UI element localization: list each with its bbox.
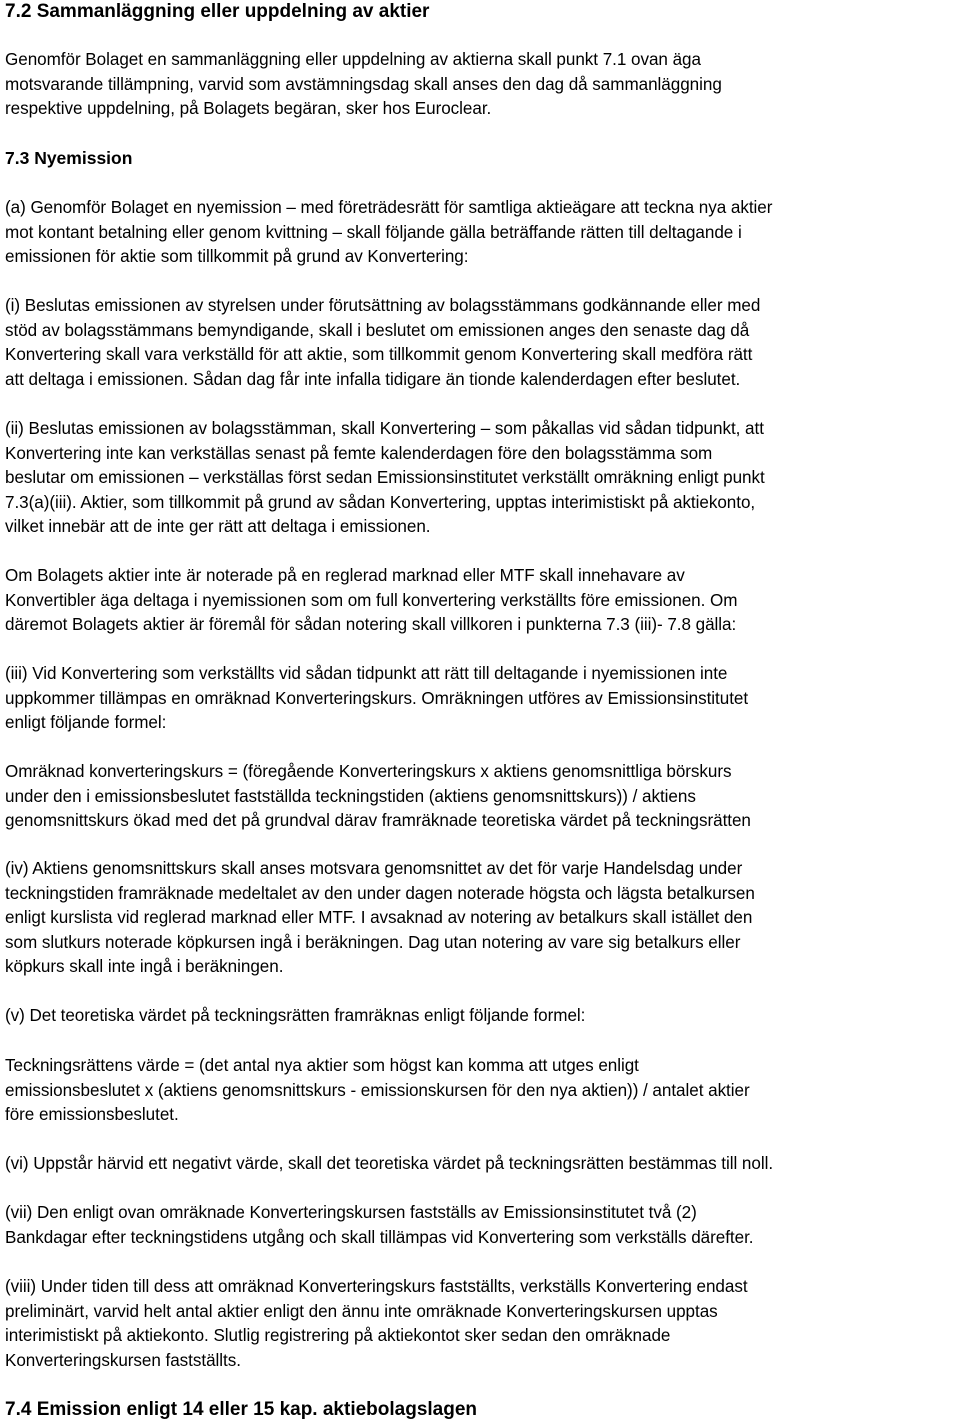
text-line: före emissionsbeslutet. — [5, 1105, 179, 1124]
section-7-4-heading: 7.4 Emission enligt 14 eller 15 kap. aktiebolagslagen — [5, 1399, 478, 1420]
text-line: motsvarande tillämpning, varvid som avstämningsdag skall anses den dag då sammanläggning — [5, 74, 722, 94]
text-line: teckningstiden framräknade medeltalet av den under dagen noterade högsta och lägsta betalkursen — [5, 883, 755, 903]
paragraph-mtf — [5, 564, 737, 638]
text-line: att deltaga i emissionen. Sådan dag får inte infalla tidigare än tionde kalenderdagen efter beslutet. — [5, 369, 741, 389]
formula-conversion-price — [5, 760, 751, 834]
text-line: under den i emissionsbeslutet fastställda teckningstiden (aktiens genomsnittskurs)) / aktiens — [5, 786, 696, 806]
text-line: vilket innebär att de inte ger rätt att deltaga i emissionen. — [5, 517, 431, 536]
text-line: beslutar om emissionen – verkställas först sedan Emissionsinstitutet verkställt omräkning enligt punkt — [5, 468, 765, 487]
text-line: enligt kurslista vid reglerad marknad eller MTF. I avsaknad av notering av betalkurs skall istället den — [5, 908, 753, 927]
text-line: Konvertibler äga deltaga i nyemissionen som om full konvertering verkställts före emissionen. Om — [5, 590, 738, 610]
paragraph-v — [5, 1004, 585, 1029]
text-line: (a) Genomför Bolaget en nyemission – med företrädesrätt för samtliga aktieägare att teckna nya aktier — [5, 198, 773, 217]
paragraph-i — [5, 294, 760, 392]
text-line: emissionen för aktie som tillkommit på grund av Konvertering: — [5, 247, 469, 266]
text-line: (viii) Under tiden till dess att omräknad Konverteringskurs fastställts, verkställs Konvertering endast — [5, 1277, 748, 1296]
text-line: köpkurs skall inte ingå i beräkningen. — [5, 957, 284, 976]
text-line: genomsnittskurs ökad med det på grundval därav framräknade teoretiska värdet på teckningsrätten — [5, 811, 751, 830]
text-line: stöd av bolagsstämmans bemyndigande, skall i beslutet om emissionen anges den senaste dag då — [5, 320, 750, 340]
text-line: Konverteringskursen fastställts. — [5, 1350, 241, 1370]
text-line: 7.3(a)(iii). Aktier, som tillkommit på grund av sådan Konvertering, upptas interimistiskt på aktiekonto, — [5, 492, 756, 512]
text-line: Konvertering skall vara verkställd för att aktie, som tillkommit genom Konvertering skall medföra rätt — [5, 345, 753, 364]
text-line: (i) Beslutas emissionen av styrelsen under förutsättning av bolagsstämmans godkännande eller med — [5, 296, 761, 315]
text-line: däremot Bolagets aktier är föremål för sådan notering skall villkoren i punkterna 7.3 (iii)- 7.8 gälla: — [5, 615, 737, 634]
text-line: mot kontant betalning eller genom kvittning – skall följande gälla beträffande rätten till deltagande i — [5, 222, 742, 242]
text-line: Om Bolagets aktier inte är noterade på en reglerad marknad eller MTF skall innehavare av — [5, 566, 685, 585]
text-line: Bankdagar efter teckningstidens utgång och skall tillämpas vid Konvertering som verkställs därefter. — [5, 1227, 754, 1247]
text-line: (v) Det teoretiska värdet på teckningsrätten framräknas enligt följande formel: — [5, 1006, 586, 1025]
text-line: (iii) Vid Konvertering som verkställts vid sådan tidpunkt att rätt till deltagande i nyemissionen inte — [5, 664, 728, 683]
section-7-2-paragraph — [5, 48, 722, 122]
section-7-3-heading: 7.3 Nyemission — [5, 148, 133, 168]
text-line: Teckningsrättens värde = (det antal nya aktier som högst kan komma att utges enligt — [5, 1056, 639, 1075]
paragraph-iii — [5, 662, 748, 736]
paragraph-iv — [5, 857, 755, 980]
text-line: respektive uppdelning, på Bolagets begäran, sker hos Euroclear. — [5, 99, 492, 118]
text-line: (ii) Beslutas emissionen av bolagsstämman, skall Konvertering – som påkallas vid sådan tidpunkt, att — [5, 419, 764, 438]
text-line: enligt följande formel: — [5, 713, 167, 732]
paragraph-vi — [5, 1152, 773, 1177]
text-line: (vii) Den enligt ovan omräknade Konverteringskursen fastställs av Emissionsinstitutet två (2) — [5, 1203, 697, 1222]
text-line: preliminärt, varvid helt antal aktier enligt den ännu inte omräknade Konverteringskursen upptas — [5, 1301, 718, 1321]
text-line: (iv) Aktiens genomsnittskurs skall anses motsvara genomsnittet av det för varje Handelsdag under — [5, 859, 743, 878]
text-line: Genomför Bolaget en sammanläggning eller uppdelning av aktierna skall punkt 7.1 ovan äga — [5, 50, 701, 69]
text-line: (vi) Uppstår härvid ett negativt värde, skall det teoretiska värdet på teckningsrätten bestämmas till noll. — [5, 1154, 774, 1173]
paragraph-a — [5, 196, 772, 270]
text-line: emissionsbeslutet x (aktiens genomsnittskurs - emissionskursen för den nya aktien)) / antalet aktier — [5, 1080, 750, 1100]
paragraph-viii — [5, 1275, 748, 1373]
text-line: Omräknad konverteringskurs = (föregående Konverteringskurs x aktiens genomsnittliga börskurs — [5, 762, 732, 781]
formula-subscription-right-value — [5, 1054, 750, 1128]
text-line: uppkommer tillämpas en omräknad Konverteringskurs. Omräkningen utföres av Emissionsinstitutet — [5, 688, 749, 708]
text-line: som slutkurs noterade köpkursen ingå i beräkningen. Dag utan notering av vare sig betalkurs eller — [5, 932, 741, 952]
text-line: Konvertering inte kan verkställas senast på femte kalenderdagen före den bolagsstämma som — [5, 443, 713, 463]
paragraph-ii — [5, 417, 765, 540]
paragraph-vii — [5, 1201, 753, 1250]
text-line: interimistiskt på aktiekonto. Slutlig registrering på aktiekontot sker sedan den omräknade — [5, 1326, 671, 1345]
section-7-2-heading: 7.2 Sammanläggning eller uppdelning av aktier — [5, 1, 430, 22]
